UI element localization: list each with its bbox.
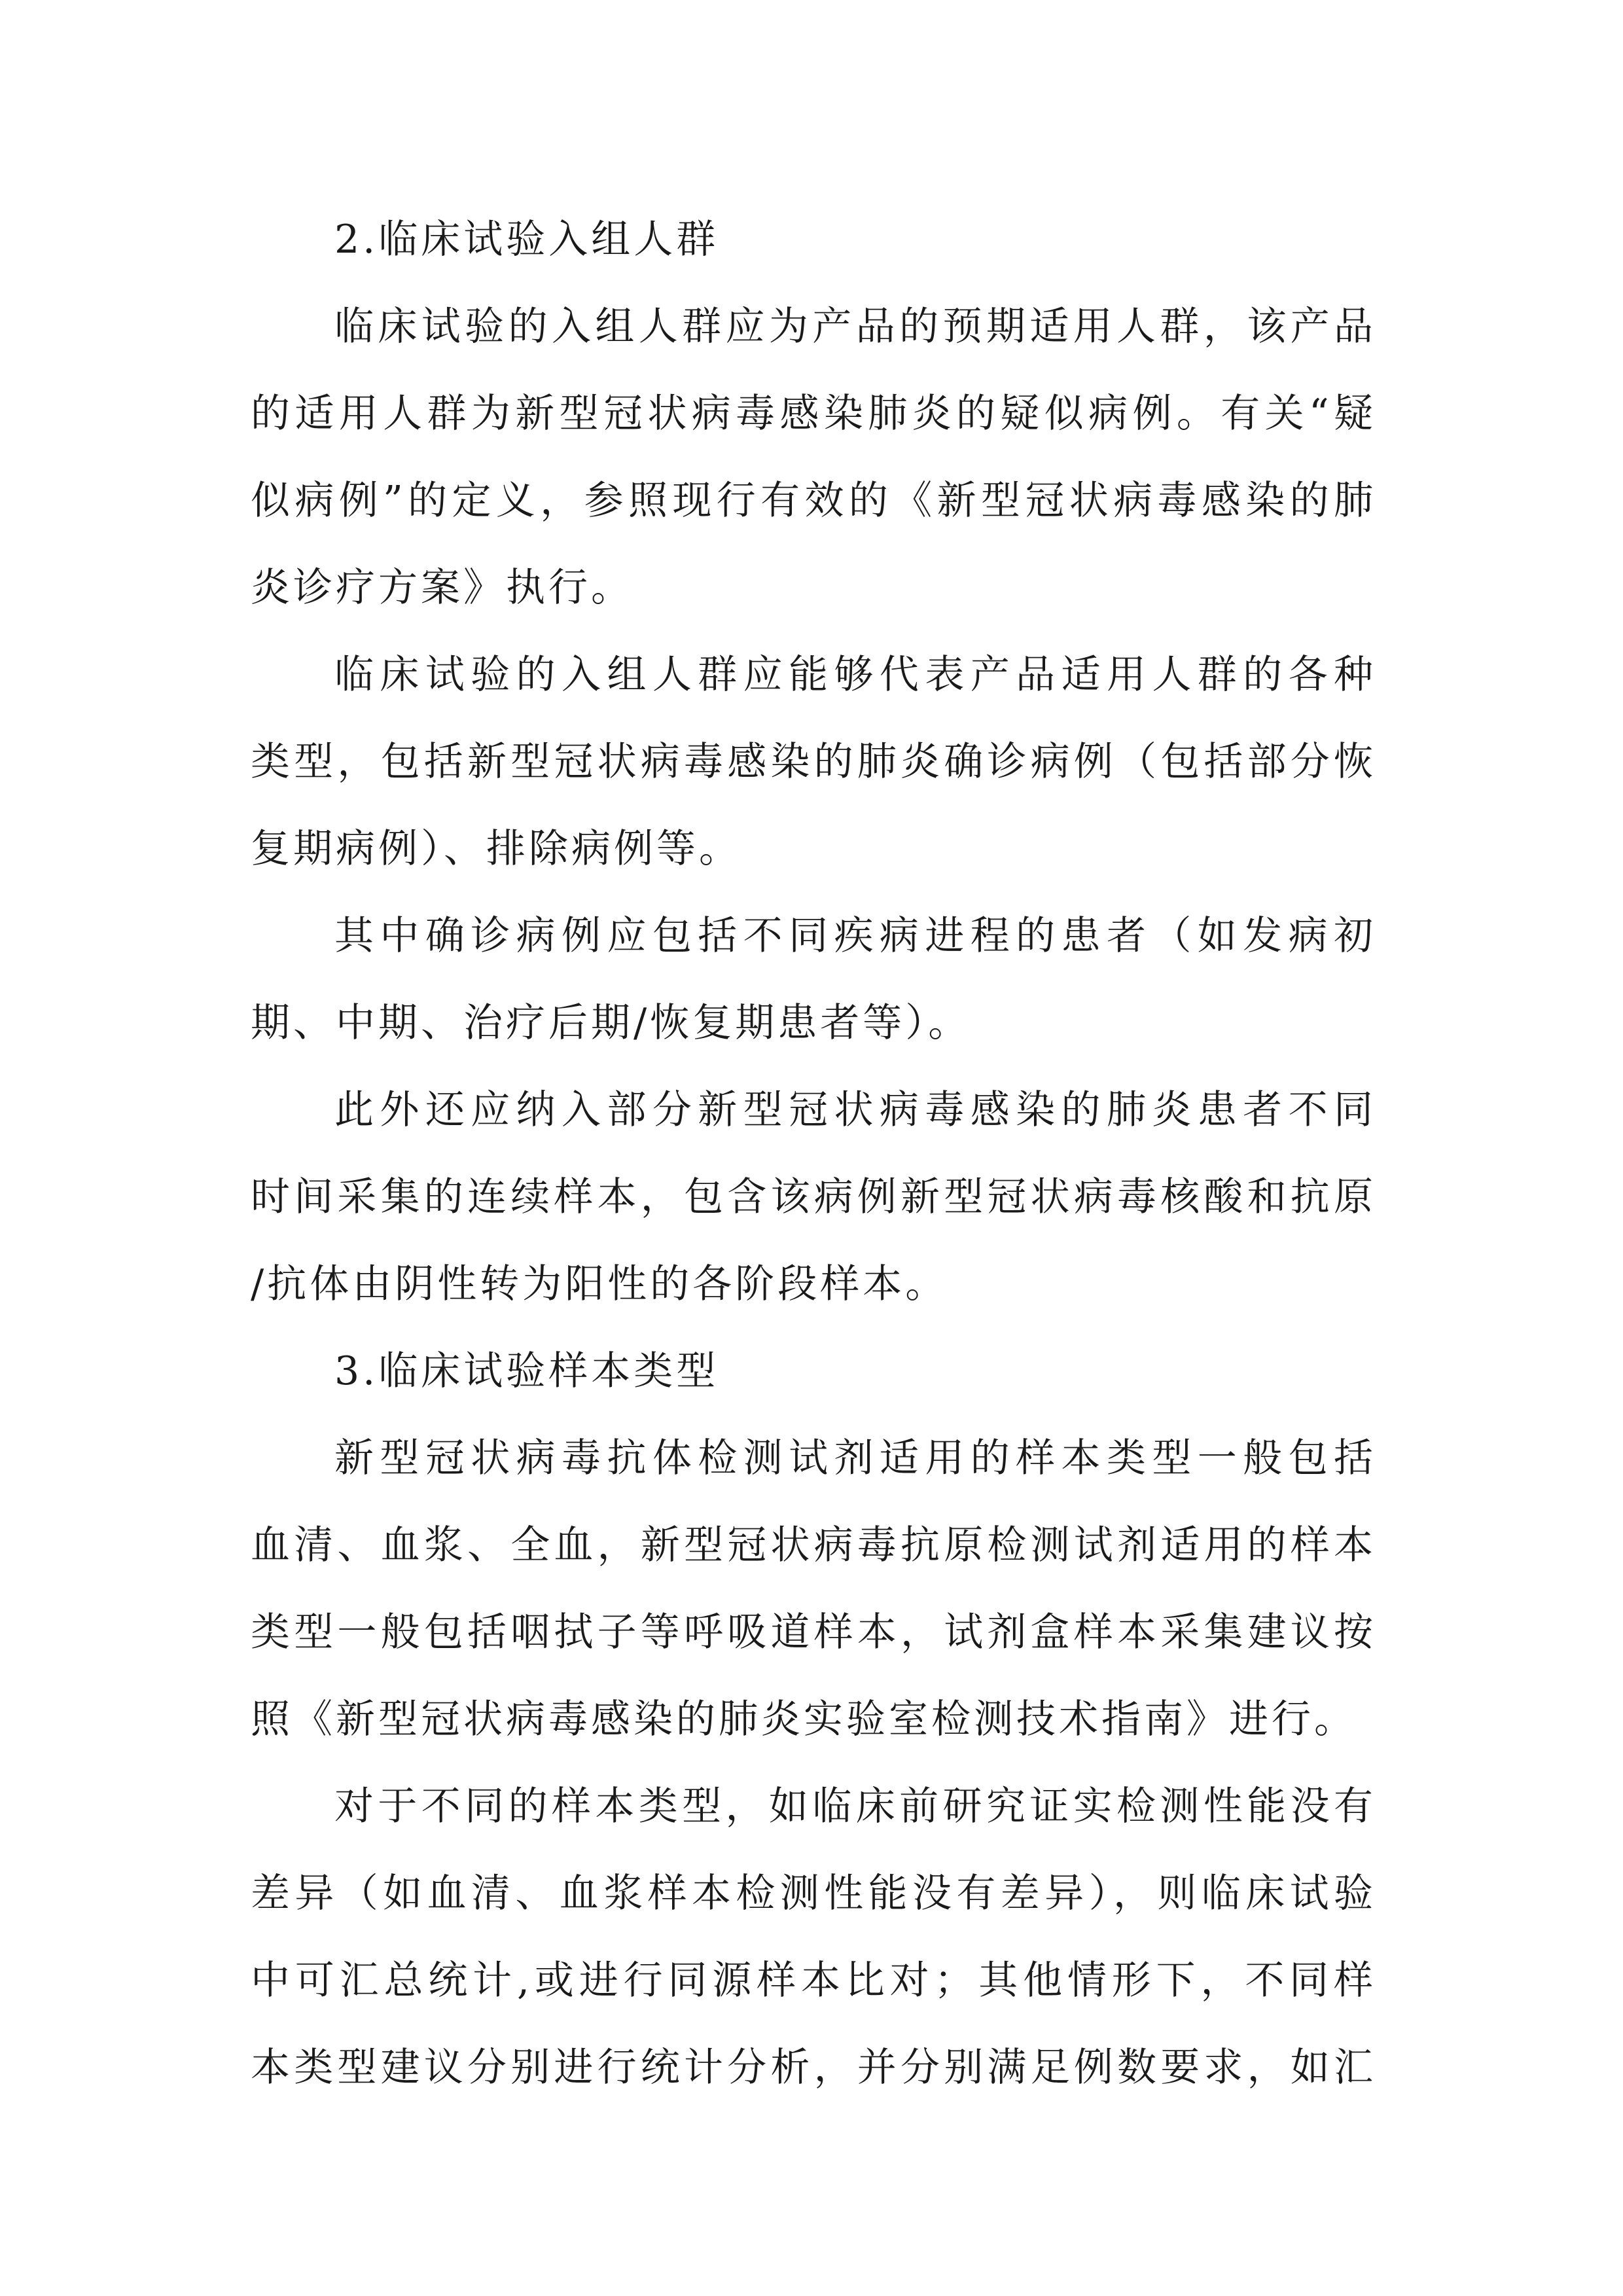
text-line: 类型，包括新型冠状病毒感染的肺炎确诊病例（包括部分恢: [251, 739, 1376, 785]
text-line: 临床试验的入组人群应能够代表产品适用人群的各种: [334, 652, 1376, 698]
text-line: 类型一般包括咽拭子等呼吸道样本，试剂盒样本采集建议按: [251, 1609, 1376, 1655]
text-line: 本类型建议分别进行统计分析，并分别满足例数要求，如汇: [251, 2045, 1376, 2090]
text-line: 3.临床试验样本类型: [334, 1348, 719, 1394]
text-line: 中可汇总统计,或进行同源样本比对；其他情形下，不同样: [251, 1958, 1376, 2003]
paragraph-different-sample-types: [251, 1763, 1376, 2111]
paragraph-enrolled-population-definition: [251, 283, 1376, 632]
section-heading-sample-types: [251, 1328, 1376, 1415]
text-line: 照《新型冠状病毒感染的肺炎实验室检测技术指南》进行。: [251, 1696, 1357, 1742]
section-heading-enrolled-population: [251, 196, 1376, 283]
text-line: 时间采集的连续样本，包含该病例新型冠状病毒核酸和抗原: [251, 1174, 1376, 1220]
text-line: 似病例”的定义，参照现行有效的《新型冠状病毒感染的肺: [251, 478, 1376, 524]
paragraph-continuous-samples: [251, 1067, 1376, 1328]
paragraph-population-types: [251, 632, 1376, 893]
text-line: 血清、血浆、全血，新型冠状病毒抗原检测试剂适用的样本: [251, 1522, 1376, 1568]
text-line: 炎诊疗方案》执行。: [251, 565, 633, 611]
text-line: 差异（如血清、血浆样本检测性能没有差异），则临床试验: [251, 1871, 1376, 1916]
text-line: 的适用人群为新型冠状病毒感染肺炎的疑似病例。有关“疑: [251, 391, 1376, 437]
text-line: 新型冠状病毒抗体检测试剂适用的样本类型一般包括: [334, 1435, 1376, 1481]
text-line: 临床试验的入组人群应为产品的预期适用人群，该产品: [334, 304, 1376, 350]
text-line: 复期病例）、排除病例等。: [251, 826, 741, 872]
text-line: 2.临床试验入组人群: [334, 217, 719, 262]
text-line: 此外还应纳入部分新型冠状病毒感染的肺炎患者不同: [334, 1087, 1376, 1133]
text-line: 其中确诊病例应包括不同疾病进程的患者（如发病初: [334, 913, 1376, 959]
paragraph-sample-types: [251, 1415, 1376, 1763]
document-body: [251, 196, 1376, 2111]
text-line: 对于不同的样本类型，如临床前研究证实检测性能没有: [334, 1784, 1376, 1829]
paragraph-confirmed-cases: [251, 893, 1376, 1067]
text-line: 期、中期、治疗后期/恢复期患者等）。: [251, 1000, 971, 1046]
text-line: /抗体由阴性转为阳性的各阶段样本。: [251, 1261, 948, 1307]
